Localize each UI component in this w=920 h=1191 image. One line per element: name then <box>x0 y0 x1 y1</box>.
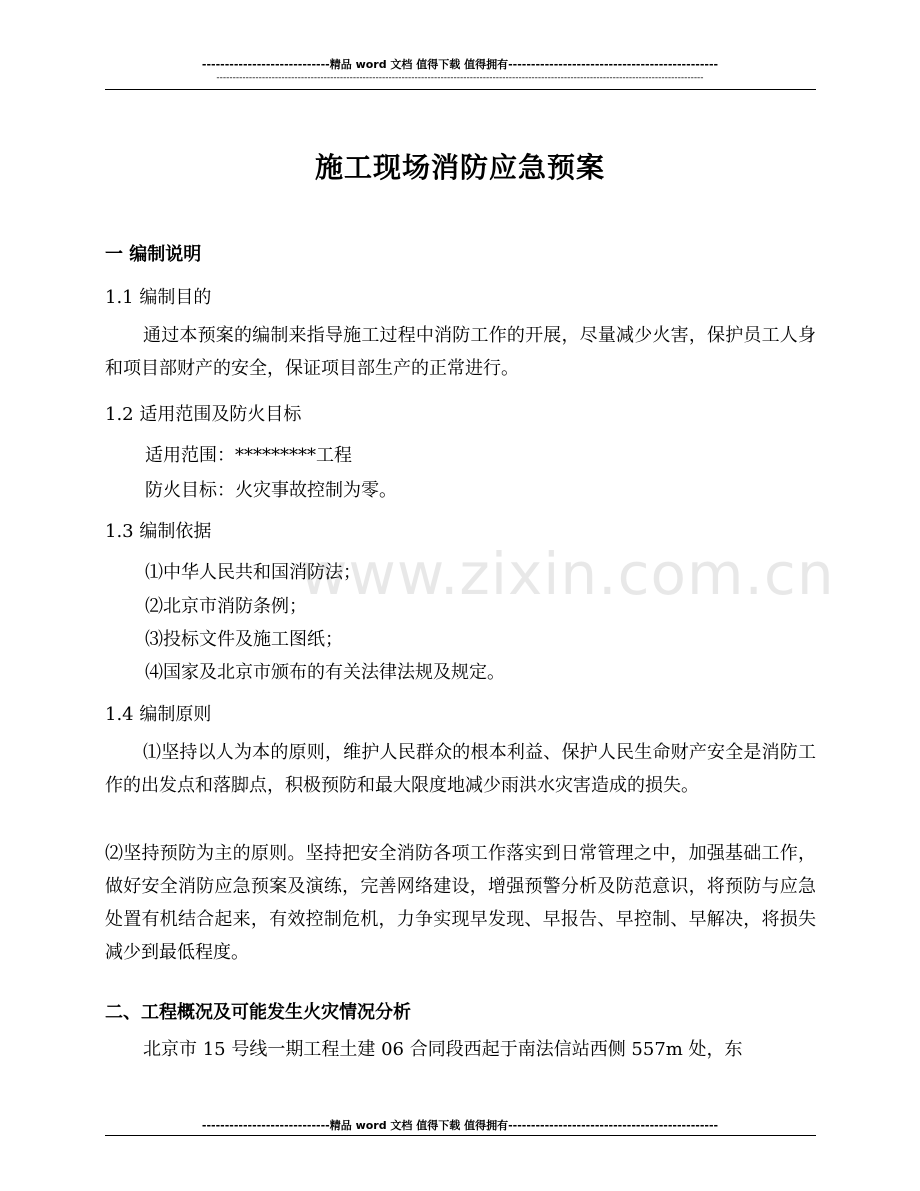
footer-rule <box>105 1135 816 1136</box>
s1-1-paragraph: 通过本预案的编制来指导施工过程中消防工作的开展，尽量减少火害，保护员工人身和项目部财产的安全，保证项目部生产的正常进行。 <box>105 325 816 379</box>
watermark: www.zixin.com.cn <box>300 540 835 608</box>
header-rule <box>105 89 816 90</box>
s1-2-goal: 防火目标：火灾事故控制为零。 <box>145 480 397 501</box>
s1-4-paragraph-2: ⑵坚持预防为主的原则。坚持把安全消防各项工作落实到日常管理之中，加强基础工作，做好安全消防应急预案及演练，完善网络建设，增强预警分析及防范意识，将预防与应急处置有机结合起来，有效控制危机，力争实现早发现、早报告、早控制、早解决，将损失减少到最低程度。 <box>105 843 816 963</box>
s1-3-item-2: ⑵北京市消防条例； <box>145 596 307 617</box>
section2-heading: 二、工程概况及可能发生火灾情况分析 <box>105 1002 411 1023</box>
s1-1-heading: 1.1 编制目的 <box>105 287 212 308</box>
header-banner: ----------------------------精品 word 文档 值得下载 值得拥有---------------------------------------------- <box>201 58 719 71</box>
section2-paragraph: 北京市 15 号线一期工程土建 06 合同段西起于南法信站西侧 557m 处，东 <box>143 1039 743 1060</box>
header-dashes: ------------------------------------------------------------------------------------------------------------------------------------------------------ <box>216 73 704 83</box>
s1-3-heading: 1.3 编制依据 <box>105 521 212 542</box>
s1-3-item-1: ⑴中华人民共和国消防法； <box>145 562 361 583</box>
s1-2-heading: 1.2 适用范围及防火目标 <box>105 404 302 425</box>
section1-heading: 一 编制说明 <box>105 244 202 265</box>
footer-banner: ----------------------------精品 word 文档 值得下载 值得拥有---------------------------------------------- <box>201 1119 719 1132</box>
s1-4-paragraph-1: ⑴坚持以人为本的原则，维护人民群众的根本利益、保护人民生命财产安全是消防工作的出发点和落脚点，积极预防和最大限度地减少雨洪水灾害造成的损失。 <box>105 742 816 796</box>
s1-4-heading: 1.4 编制原则 <box>105 704 212 725</box>
s1-3-item-4: ⑷国家及北京市颁布的有关法律法规及规定。 <box>145 662 505 683</box>
s1-2-scope: 适用范围：*********工程 <box>145 445 352 466</box>
s1-3-item-3: ⑶投标文件及施工图纸； <box>145 629 343 650</box>
document-title: 施工现场消防应急预案 <box>314 151 605 184</box>
